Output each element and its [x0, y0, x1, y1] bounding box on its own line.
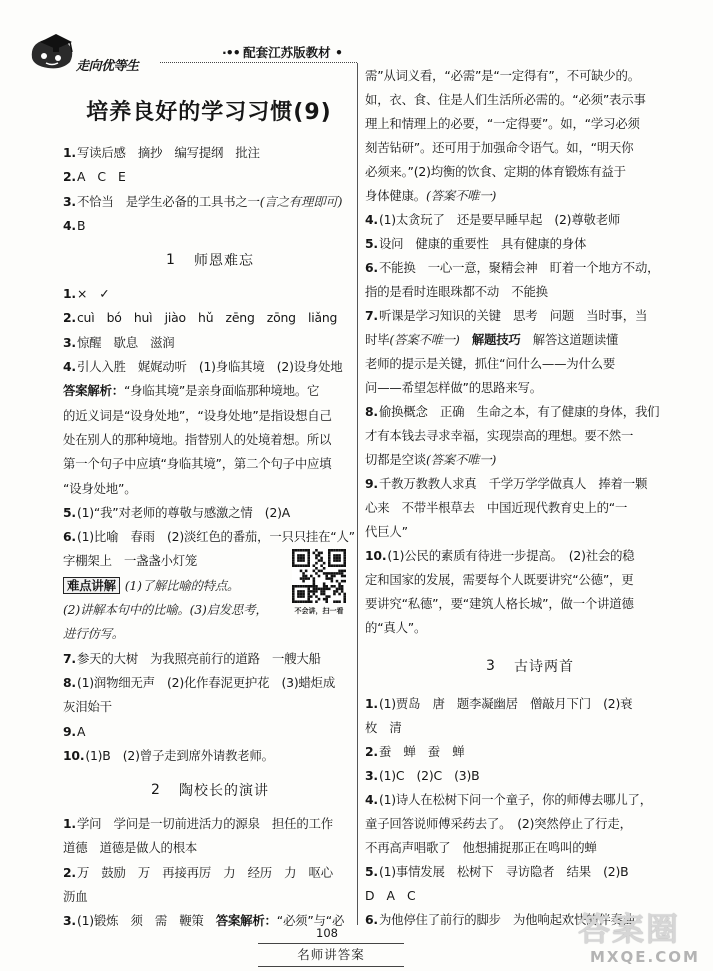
- answer-text: 千教万教教人求真 千学万学学做真人 捧着一颗: [378, 476, 648, 491]
- answer-line: [63, 477, 357, 501]
- answer-line: [365, 716, 695, 740]
- answer-line: [365, 184, 695, 208]
- answer-text: 身体健康。: [365, 188, 426, 203]
- answer-text: 解答这道题读懂: [532, 332, 619, 347]
- section-number: 3: [486, 658, 496, 674]
- answer-text: D A C: [365, 888, 416, 903]
- question-number: 2.: [63, 310, 76, 326]
- question-number: 8.: [365, 404, 378, 419]
- answer-text: 第一个句子中应填“身临其境”，第二个句子中应填: [63, 456, 332, 472]
- answer-line: [63, 355, 357, 379]
- answer-line: [365, 836, 695, 860]
- answer-line: [63, 695, 357, 719]
- question-number: 10.: [365, 548, 387, 563]
- answer-line: [365, 812, 695, 836]
- answer-line: [365, 472, 695, 496]
- answer-line: [63, 214, 357, 238]
- question-number: 7.: [63, 650, 76, 666]
- handwritten-note: (答案不唯一): [425, 452, 497, 467]
- answer-line: [365, 376, 695, 400]
- question-number: 8.: [63, 674, 76, 690]
- section-number: 1: [166, 252, 176, 269]
- answer-text: 需”从词义看，“必需”是“一定得有”，不可缺少的。: [365, 68, 640, 83]
- analysis-label: 答案解析：: [63, 383, 124, 399]
- answer-line: [365, 352, 695, 376]
- section-title: 师恩难忘: [193, 253, 254, 270]
- qr-caption: 不会讲，扫一看: [294, 607, 344, 615]
- answer-line: [365, 256, 695, 280]
- answer-line: [63, 379, 357, 403]
- answer-text: A C E: [76, 169, 126, 185]
- answer-text: 定和国家的发展，需要每个人既要讲究“公德”，更: [365, 572, 634, 587]
- answer-line: [365, 328, 695, 352]
- answer-text: 不恰当 是学生必备的工具书之一: [76, 193, 260, 209]
- question-number: 3.: [365, 768, 378, 783]
- answer-line: [365, 544, 695, 568]
- column-divider: [357, 63, 358, 925]
- answer-line: [365, 232, 695, 256]
- difficulty-label: 难点讲解: [63, 577, 120, 594]
- answer-text: (1)C (2)C (3)B: [378, 768, 480, 783]
- logo-emblem-icon: [26, 28, 78, 72]
- answer-line: [63, 861, 357, 885]
- answer-text: 枚 清: [365, 720, 402, 735]
- answer-text: (1)诗人在松树下问一个童子，你的师傅去哪儿了，: [378, 792, 652, 807]
- answer-text: 的“真人”。: [365, 620, 427, 635]
- answer-text: × ✓: [76, 286, 110, 302]
- answer-text: 蚕 蝉 蚕 蝉: [378, 744, 465, 759]
- handwritten-note: (答案不唯一): [425, 188, 497, 203]
- answer-line: [365, 160, 695, 184]
- handwritten-note: 进行仿写。: [63, 626, 124, 642]
- logo: [26, 28, 166, 76]
- watermark-logo: 答案圈: [578, 910, 681, 948]
- answer-line: [365, 788, 695, 812]
- handwritten-note: (1)了解比喻的特点。: [124, 577, 240, 593]
- answer-line: [63, 622, 357, 646]
- question-number: 4.: [365, 792, 378, 807]
- answer-text: 理上和情理上的必要，“一定得要”。如，“学习必须: [365, 116, 640, 131]
- answer-text: (1)事情发展 松树下 寻访隐者 结果 (2)B: [378, 864, 629, 879]
- analysis-label: 答案解析：: [215, 913, 277, 929]
- section-heading: [63, 768, 357, 812]
- answer-line: [365, 740, 695, 764]
- question-number: 3.: [63, 334, 76, 350]
- answer-text: 童子回答说师傅采药去了。 (2)突然停止了行走，: [365, 816, 632, 831]
- answer-text: cuì bó huì jiào hǔ zēng zōng liǎng: [76, 310, 338, 326]
- answer-line: [63, 306, 357, 330]
- answer-text: 才有本钱去寻求幸福，实现崇高的理想。要不然一: [365, 428, 634, 443]
- answer-line: [365, 64, 695, 88]
- answer-line: [365, 424, 695, 448]
- answer-text: 参天的大树 为我照亮前行的道路 一艘大船: [76, 650, 321, 666]
- answer-text: (1)锻炼 须 需 鞭策: [76, 913, 216, 929]
- answer-line: [63, 525, 357, 549]
- handwritten-note: (言之有理即可): [259, 193, 343, 209]
- question-number: 6.: [365, 912, 378, 927]
- answer-text: 的近义词是“设身处地”，“设身处地”是指设想自己: [63, 407, 332, 423]
- question-number: 2.: [63, 864, 76, 880]
- answer-text: 不能换 一心一意，聚精会神 盯着一个地方不动，: [378, 260, 660, 275]
- question-number: 2.: [365, 744, 378, 759]
- question-number: 2.: [63, 169, 76, 185]
- answer-text: A: [76, 723, 86, 739]
- answer-text: 刻苦钻研”。还可用于加强命令语气。如，“明天你: [365, 140, 634, 155]
- section-title: 陶校长的演讲: [178, 783, 269, 800]
- answer-text: 老师的提示是关键，抓住“问什么——为什么要: [365, 356, 616, 371]
- answer-text: 切都是空谈: [365, 452, 426, 467]
- answer-line: [63, 744, 357, 768]
- answer-text: (1)“我”对老师的尊敬与感激之情 (2)A: [76, 504, 291, 520]
- answer-text: 字棚架上 一盏盏小灯笼: [63, 553, 198, 569]
- section-heading: [365, 640, 695, 692]
- series-label: ·•• 配套江苏版教材 •: [222, 43, 343, 61]
- answer-line: [63, 190, 357, 214]
- question-number: 9.: [63, 723, 76, 739]
- answer-text: 写读后感 摘抄 编写提纲 批注: [76, 145, 260, 160]
- logo-text: 走向优等生: [76, 59, 139, 74]
- handwritten-note: (2)讲解本句中的比喻。(3)启发思考，: [63, 602, 268, 618]
- answer-line: [63, 720, 357, 744]
- answer-line: [63, 836, 357, 860]
- page-title: 培养良好的学习习惯(9): [86, 100, 332, 125]
- question-number: 4.: [63, 217, 76, 233]
- answer-text: (1)贾岛 唐 题李凝幽居 僧敲月下门 (2)衰: [378, 696, 633, 711]
- answer-line: [365, 400, 695, 424]
- answer-line: [63, 165, 357, 189]
- answer-line: [63, 812, 357, 836]
- answer-text: (1)太贪玩了 还是要早睡早起 (2)尊敬老师: [378, 212, 621, 227]
- footer-label: 名师讲答案: [258, 943, 404, 967]
- answer-text: 惊醒 歇息 滋润: [76, 334, 175, 350]
- answer-line: [63, 885, 357, 909]
- answer-text: 引人入胜 娓娓动听 (1)身临其境 (2)设身处地: [76, 359, 343, 375]
- watermark-url: MXQE.COM: [590, 948, 700, 966]
- answer-line: [365, 592, 695, 616]
- question-number: 1.: [63, 286, 76, 302]
- question-number: 1.: [63, 816, 76, 832]
- answer-text: 灰泪始干: [63, 699, 112, 715]
- answer-text: 万 鼓励 万 再接再厉 力 经历 力 呕心: [76, 864, 333, 880]
- answer-text: 时毕: [365, 332, 390, 347]
- answer-text: 处在别人的那种境地。指替别人的处境着想。所以: [63, 431, 332, 447]
- header-divider: [160, 62, 357, 63]
- answer-text: 偷换概念 正确 生命之本，有了健康的身体，我们: [378, 404, 660, 419]
- question-number: 5.: [63, 504, 76, 520]
- answer-text: 不再高声唱歌了 他想捕捉那正在鸣叫的蝉: [365, 840, 597, 855]
- answer-line: [365, 448, 695, 472]
- answer-line: [365, 136, 695, 160]
- answer-line: [365, 692, 695, 716]
- answer-text: 心来 不带半根草去 中国近现代教育史上的“一: [365, 500, 628, 515]
- analysis-label: 解题技巧: [459, 332, 533, 347]
- answer-line: [63, 331, 357, 355]
- answer-text: (1)润物细无声 (2)化作春泥更护花 (3)蜡炬成: [76, 674, 336, 690]
- answer-text: 学问 学问是一切前进活力的源泉 担任的工作: [76, 816, 333, 832]
- right-column: [365, 64, 695, 932]
- answer-line: [365, 304, 695, 328]
- question-number: 7.: [365, 308, 378, 323]
- question-number: 4.: [365, 212, 378, 227]
- answer-text: B: [76, 217, 86, 233]
- answer-text: “身临其境”是亲身面临那种境地。它: [123, 383, 320, 399]
- answer-line: [365, 112, 695, 136]
- answer-line: [63, 282, 357, 306]
- answer-text: “必须”与“必: [276, 913, 345, 929]
- answer-line: [365, 860, 695, 884]
- question-number: 5.: [365, 864, 378, 879]
- question-number: 1.: [63, 145, 76, 160]
- answer-line: [365, 88, 695, 112]
- answer-text: 要讲究“私德”，要“建筑人格长城”，做一个讲道德: [365, 596, 634, 611]
- answer-line: [365, 280, 695, 304]
- question-number: 10.: [63, 747, 85, 763]
- answer-text: 必须来。”(2)均衡的饮食、定期的体育锻炼有益于: [365, 164, 626, 179]
- answer-text: 听课是学习知识的关键 思考 问题 当时事，当: [378, 308, 648, 323]
- section-title: 古诗两首: [513, 659, 574, 675]
- answer-line: [365, 520, 695, 544]
- answer-line: [63, 671, 357, 695]
- answer-line: [63, 647, 357, 671]
- answer-line: [365, 616, 695, 640]
- answer-text: 问——希望怎样做”的思路来写。: [365, 380, 542, 395]
- answer-text: (1)公民的素质有待进一步提高。 (2)社会的稳: [387, 548, 635, 563]
- left-column: [63, 141, 357, 934]
- question-number: 4.: [63, 359, 76, 375]
- question-number: 6.: [365, 260, 378, 275]
- question-number: 5.: [365, 236, 378, 251]
- question-number: 6.: [63, 529, 76, 545]
- answer-line: [365, 208, 695, 232]
- answer-text: 如，衣、食、住是人们生活所必需的。“必须”表示事: [365, 92, 646, 107]
- answer-text: “设身处地”。: [63, 480, 137, 496]
- answer-line: [63, 141, 357, 165]
- answer-line: [63, 404, 357, 428]
- answer-line: [365, 568, 695, 592]
- answer-line: [365, 764, 695, 788]
- answer-line: [365, 884, 695, 908]
- answer-text: 为他停住了前行的脚步 为他响起欢快的伴奏曲: [378, 912, 635, 927]
- question-number: 1.: [365, 696, 378, 711]
- answer-line: [365, 496, 695, 520]
- qr-code-icon: [292, 549, 346, 603]
- answer-line: [63, 428, 357, 452]
- answer-text: 代巨人”: [365, 524, 408, 539]
- answer-text: (1)B (2)曾子走到席外请教老师。: [85, 747, 274, 763]
- page-number: 108: [316, 926, 338, 940]
- answer-text: (1)比喻 春雨 (2)淡红色的番茄，一只只挂在“人”: [76, 529, 355, 545]
- handwritten-note: (答案不唯一): [389, 332, 460, 347]
- answer-text: 设问 健康的重要性 具有健康的身体: [378, 236, 587, 251]
- answer-line: [63, 501, 357, 525]
- answer-text: 沥血: [63, 889, 88, 905]
- section-number: 2: [151, 782, 161, 799]
- answer-text: 指的是看时连眼珠都不动 不能换: [365, 284, 548, 299]
- answer-text: 道德 道德是做人的根本: [63, 840, 198, 856]
- question-number: 9.: [365, 476, 378, 491]
- answer-line: [63, 452, 357, 476]
- question-number: 3.: [63, 193, 76, 209]
- section-heading: [63, 238, 357, 282]
- question-number: 3.: [63, 913, 76, 929]
